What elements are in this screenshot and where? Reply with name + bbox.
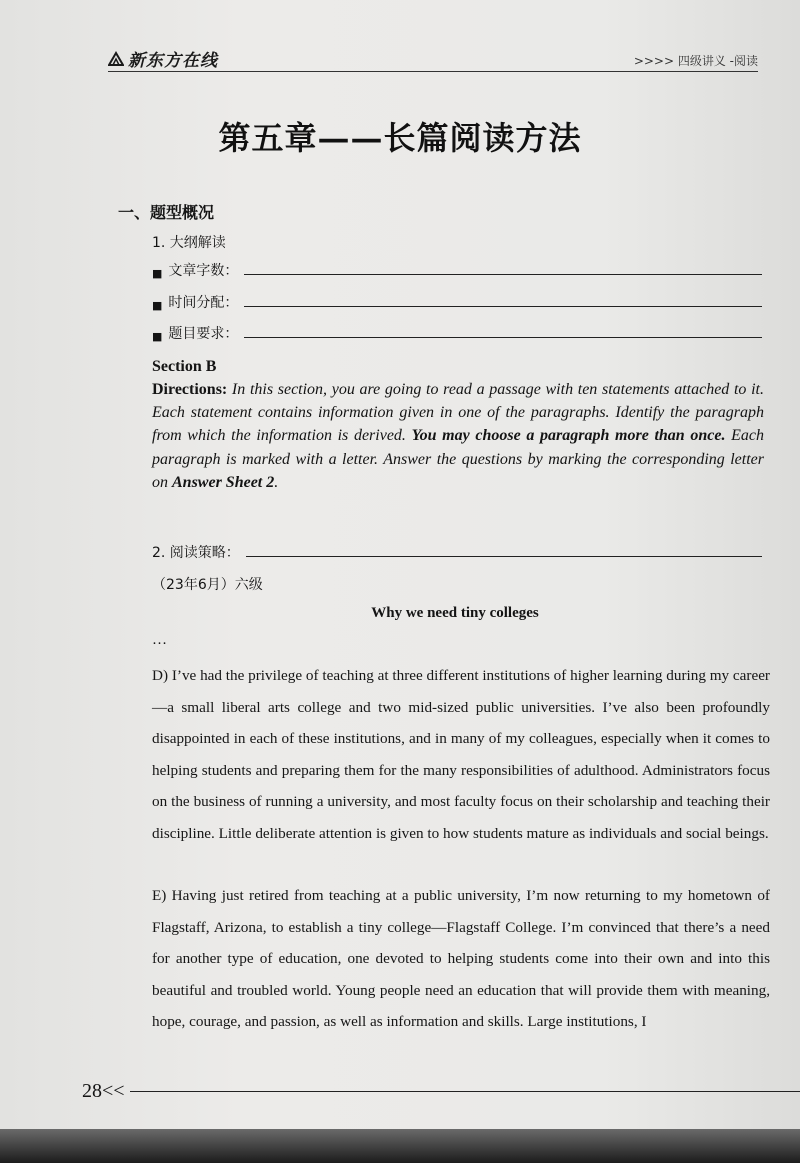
exam-label: （23年6月）六级: [152, 577, 263, 593]
field-time-allocation: [152, 290, 762, 312]
bullet-icon: ■: [152, 299, 163, 312]
page-footer: [82, 1080, 800, 1104]
directions-part: .: [274, 473, 279, 491]
fill-in-line: [244, 337, 762, 338]
header-section-label: >>>> 四级讲义 -阅读: [633, 54, 758, 68]
bullet-icon: ■: [152, 267, 163, 280]
paragraph-e: E) Having just retired from teaching at a public university, I’m now returning to my hometown of Flagstaff, Arizona, to establish a tiny college—Flagstaff College. I’m convinced that there’s a need for another type of education, one devoted to helping students come into their own and into this beautiful and troubled world. Young people need an education that will provide them with meaning, hope, courage, and passion, as well as information and skills. Large institutions, I: [152, 887, 770, 1031]
section-b-heading: Section B: [152, 358, 217, 375]
logo: [108, 46, 218, 71]
header-rule: [108, 71, 758, 72]
page-number: 28<<: [82, 1080, 125, 1102]
fill-in-line: [244, 306, 762, 307]
directions-emphasis: You may choose a paragraph more than once.: [411, 427, 726, 445]
footer-rule: [130, 1091, 800, 1092]
field-label: 文章字数：: [168, 263, 239, 279]
section-heading: 一、题型概况: [118, 203, 215, 222]
field-reading-strategy: [152, 540, 762, 562]
bullet-icon: ■: [152, 330, 163, 343]
logo-text: 新东方在线: [128, 51, 218, 71]
fill-in-line: [246, 556, 762, 557]
logo-icon: [108, 51, 124, 67]
directions-part: In this section, you are going to read a passage with ten statements attached to it. Each statement contains information given in one of the paragraphs. Identify the paragraph from which the information is derived.: [152, 381, 764, 445]
field-requirements: [152, 321, 762, 343]
subheading-outline: 1. 大纲解读: [152, 235, 226, 251]
directions-label: Directions:: [152, 381, 228, 398]
fill-in-line: [244, 274, 762, 275]
field-label: 题目要求：: [168, 326, 239, 342]
directions-part: Each paragraph is marked with a letter. Answer the questions by marking the corresponding letter on: [152, 427, 765, 491]
strategy-label: 2. 阅读策略：: [152, 545, 240, 561]
chapter-title: 第五章——长篇阅读方法: [218, 119, 582, 157]
article-title: Why we need tiny colleges: [371, 605, 539, 621]
directions-emphasis: Answer Sheet 2: [172, 473, 275, 491]
field-label: 时间分配：: [168, 295, 239, 311]
directions-text: [152, 378, 764, 494]
paragraph-d: D) I’ve had the privilege of teaching at three different institutions of higher learning during my career—a small liberal arts college and two mid-sized public universities. I’ve also been profoundly disappointed in each of these institutions, and in many of my colleagues, especially when it comes to helping students and preparing them for the many responsibilities of adulthood. Administrators focus on the business of running a university, and most faculty focus on their scholarship and teaching their discipline. Little deliberate attention is given to how students mature as individuals and social beings.: [152, 667, 770, 842]
page-header: [108, 46, 758, 72]
ellipsis: …: [152, 632, 167, 648]
field-word-count: [152, 258, 762, 280]
